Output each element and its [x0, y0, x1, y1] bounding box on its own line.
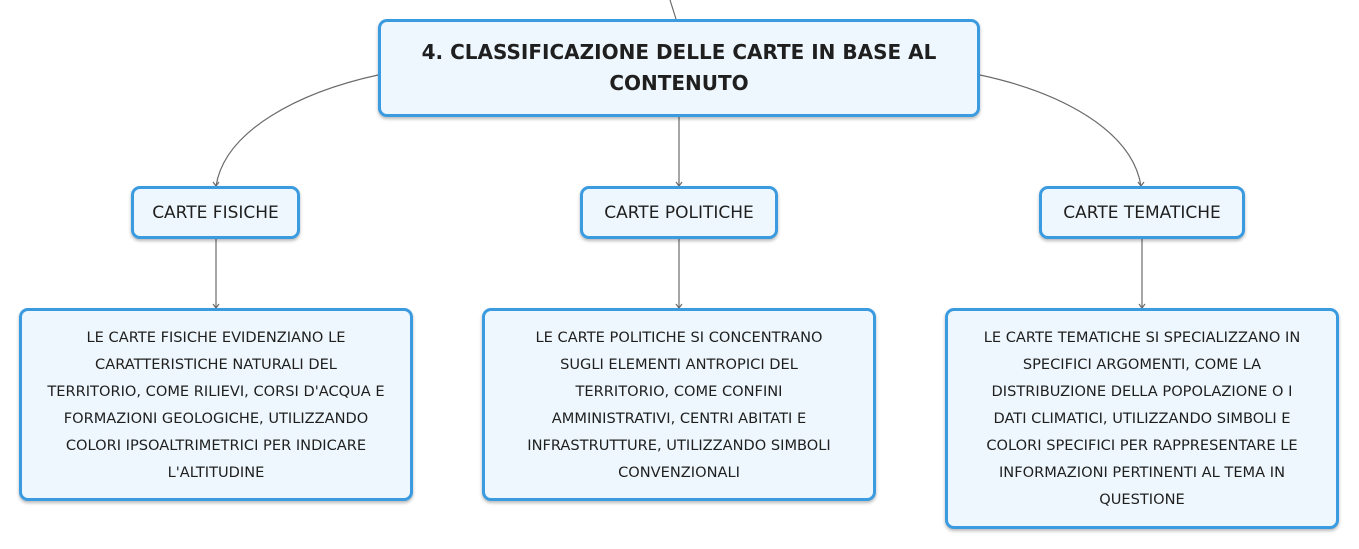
description-line: LE CARTE POLITICHE SI CONCENTRANO: [535, 328, 823, 346]
description-carte-fisiche[interactable]: [19, 308, 413, 501]
description-line: COLORI SPECIFICI PER RAPPRESENTARE LE: [986, 437, 1298, 454]
description-line: SPECIFICI ARGOMENTI, COME LA: [1022, 356, 1262, 373]
connector-parent-to-root: [670, 0, 676, 19]
description-line: TERRITORIO, COME CONFINI: [575, 382, 783, 400]
connector-root-to-tematiche: [980, 75, 1141, 186]
topic-carte-tematiche[interactable]: [1039, 186, 1245, 239]
description-line: SUGLI ELEMENTI ANTROPICI DEL: [560, 355, 798, 373]
description-line: DATI CLIMATICI, UTILIZZANDO SIMBOLI E: [993, 410, 1291, 427]
description-line: LE CARTE TEMATICHE SI SPECIALIZZANO IN: [983, 329, 1301, 346]
description-text: [527, 324, 830, 486]
description-line: CONVENZIONALI: [618, 463, 740, 481]
description-line: INFRASTRUTTURE, UTILIZZANDO SIMBOLI: [527, 436, 831, 454]
topic-carte-politiche[interactable]: [580, 186, 778, 239]
description-line: TERRITORIO, COME RILIEVI, CORSI D'ACQUA E: [47, 382, 385, 400]
description-line: DISTRIBUZIONE DELLA POPOLAZIONE O I: [991, 383, 1293, 400]
description-text: [47, 324, 384, 486]
description-carte-tematiche[interactable]: [945, 308, 1339, 529]
topic-label: CARTE TEMATICHE: [1063, 202, 1221, 223]
description-line: CARATTERISTICHE NATURALI DEL: [95, 355, 337, 373]
description-line: FORMAZIONI GEOLOGICHE, UTILIZZANDO: [63, 409, 369, 427]
root-topic-line: CONTENUTO: [609, 71, 749, 95]
root-topic[interactable]: [378, 19, 980, 117]
description-line: INFORMAZIONI PERTINENTI AL TEMA IN: [998, 464, 1285, 481]
topic-carte-fisiche[interactable]: [131, 186, 300, 239]
description-text: [984, 324, 1300, 513]
description-line: L'ALTITUDINE: [167, 463, 265, 481]
description-carte-politiche[interactable]: [482, 308, 876, 501]
description-line: LE CARTE FISICHE EVIDENZIANO LE: [86, 328, 346, 346]
root-topic-text: [422, 37, 937, 99]
topic-label: CARTE POLITICHE: [604, 202, 754, 223]
description-line: AMMINISTRATIVI, CENTRI ABITATI E: [551, 409, 807, 427]
root-topic-line: 4. CLASSIFICAZIONE DELLE CARTE IN BASE AL: [421, 40, 937, 64]
connector-root-to-fisiche: [216, 75, 378, 186]
description-line: COLORI IPSOALTRIMETRICI PER INDICARE: [65, 436, 367, 454]
topic-label: CARTE FISICHE: [152, 202, 279, 223]
description-line: QUESTIONE: [1099, 491, 1185, 508]
